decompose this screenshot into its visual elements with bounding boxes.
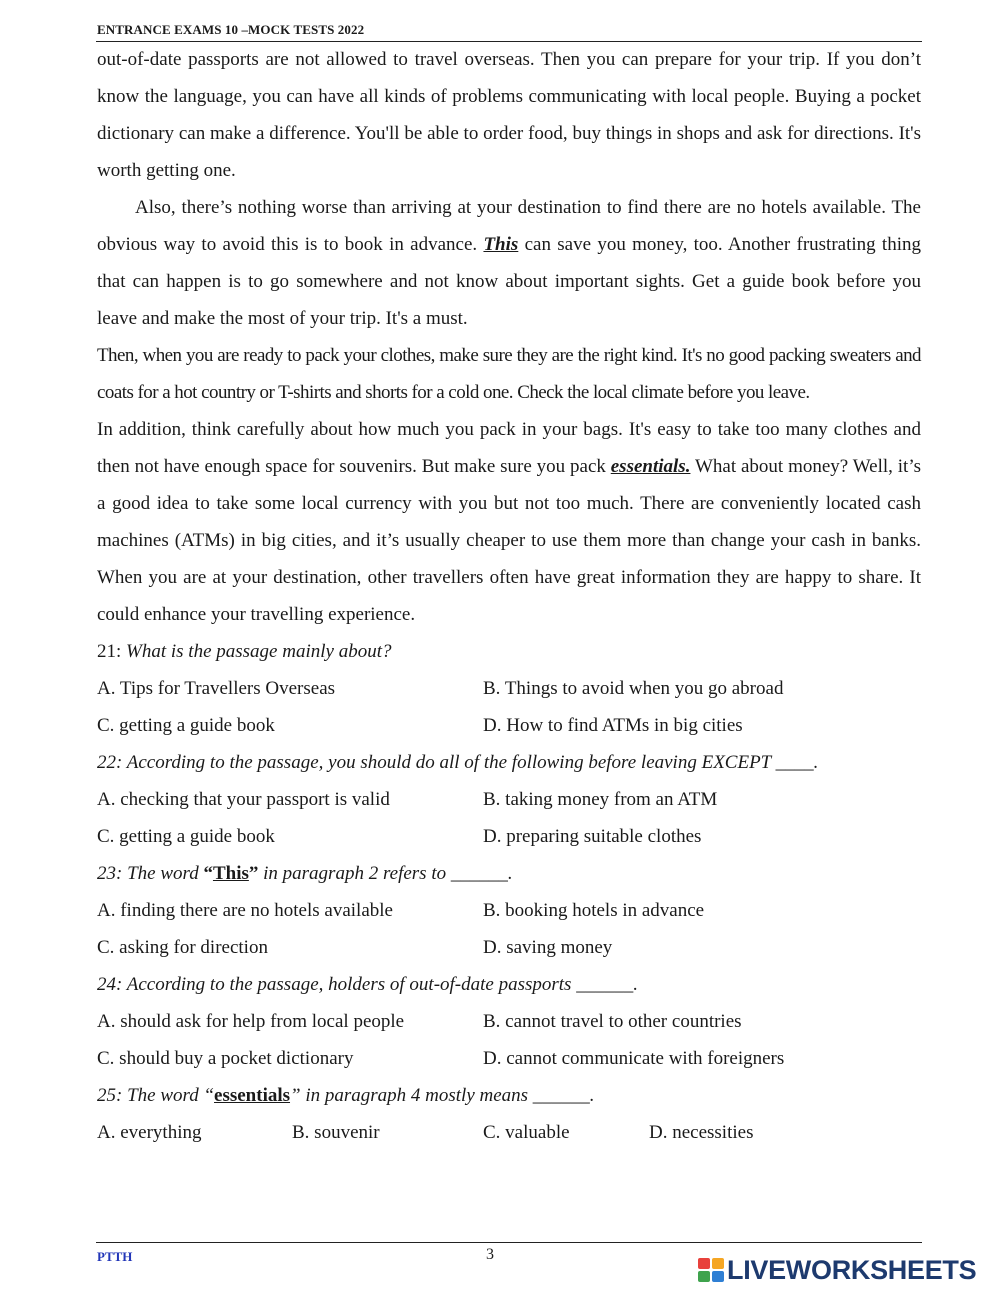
question-21-number: 21: (97, 641, 127, 662)
page-number: 3 (486, 1246, 494, 1263)
passage-paragraph-3: Then, when you are ready to pack your clothes, make sure they are the right kind. It's no good packing sweaters and coats for a hot country or T-shirts and shorts for a cold one. Check the local climate before you leave. (97, 345, 921, 403)
question-24-options-row-1 (97, 1003, 921, 1040)
question-22-options-row-1 (97, 781, 921, 818)
question-25-text-after: ” in paragraph 4 mostly means ______. (290, 1085, 595, 1106)
question-24-option-d[interactable]: D. cannot communicate with foreigners (483, 1048, 785, 1069)
question-21-option-c[interactable]: C. getting a guide book (97, 715, 275, 736)
question-24: 24: According to the passage, holders of out-of-date passports ______. (97, 974, 638, 995)
question-25-options-row (97, 1114, 921, 1151)
question-24-option-b[interactable]: B. cannot travel to other countries (483, 1011, 742, 1032)
question-23-text-before: 23: The word (97, 863, 204, 884)
question-25-keyword: essentials (214, 1085, 291, 1106)
question-22-option-c[interactable]: C. getting a guide book (97, 826, 275, 847)
question-21-option-b[interactable]: B. Things to avoid when you go abroad (483, 678, 784, 699)
question-22-option-a[interactable]: A. checking that your passport is valid (97, 789, 390, 810)
passage-p4-text-before: In addition, think carefully about how much you pack in your bags. It's easy to take too many clothes and then not have enough space for souvenirs. But make sure you pack (97, 419, 921, 477)
passage-paragraph-4 (97, 411, 921, 633)
question-25-option-d[interactable]: D. necessities (649, 1122, 754, 1143)
question-24-option-a[interactable]: A. should ask for help from local people (97, 1011, 405, 1032)
question-25-option-c[interactable]: C. valuable (483, 1122, 570, 1143)
question-23-option-a[interactable]: A. finding there are no hotels available (97, 900, 393, 921)
question-22: 22: According to the passage, you should do all of the following before leaving EXCEPT ____. (97, 752, 819, 773)
question-23-option-c[interactable]: C. asking for direction (97, 937, 268, 958)
question-23-text-after: in paragraph 2 refers to ______. (258, 863, 513, 884)
liveworksheets-blocks-icon (698, 1258, 724, 1282)
question-22-options-row-2 (97, 818, 921, 855)
question-22-option-d[interactable]: D. preparing suitable clothes (483, 826, 702, 847)
highlighted-word-essentials: essentials. (610, 456, 691, 477)
brand-block-1 (698, 1258, 710, 1269)
header-title: ENTRANCE EXAMS 10 –MOCK TESTS 2022 (97, 22, 365, 37)
question-23-options-row-2 (97, 929, 921, 966)
question-25-text-before: 25: The word “ (97, 1085, 215, 1106)
question-23-key: This (212, 863, 249, 884)
question-23-option-b[interactable]: B. booking hotels in advance (483, 900, 705, 921)
brand-block-2 (712, 1258, 724, 1269)
question-25-option-b[interactable]: B. souvenir (292, 1122, 380, 1143)
passage-paragraph-2 (97, 189, 921, 337)
question-21-option-d[interactable]: D. How to find ATMs in big cities (483, 715, 743, 736)
question-22-option-b[interactable]: B. taking money from an ATM (483, 789, 718, 810)
question-21-options-row-2 (97, 707, 921, 744)
question-24-option-c[interactable]: C. should buy a pocket dictionary (97, 1048, 354, 1069)
brand-block-4 (712, 1271, 724, 1282)
question-23-open-quote: “ (203, 863, 213, 884)
footer-divider (96, 1242, 922, 1243)
question-21 (97, 633, 921, 670)
question-25-option-a[interactable]: A. everything (97, 1122, 202, 1143)
brand-block-3 (698, 1271, 710, 1282)
liveworksheets-wordmark: LIVEWORKSHEETS (727, 1254, 977, 1285)
question-21-options-row-1 (97, 670, 921, 707)
passage-p2-text-before: Also, there’s nothing worse than arriving at your destination to find there are no hotels available. The obvious way to avoid this is to book in advance. (97, 197, 921, 255)
highlighted-word-this: This (483, 234, 519, 255)
question-21-text: What is the passage mainly about? (126, 641, 392, 662)
document-body (97, 41, 921, 1151)
question-23-keyword (203, 863, 258, 884)
question-23-option-d[interactable]: D. saving money (483, 937, 613, 958)
question-24-options-row-2 (97, 1040, 921, 1077)
liveworksheets-logo[interactable] (698, 1255, 976, 1285)
passage-p4-text-after: What about money? Well, it’s a good idea to take some local currency with you but not too much. There are conveniently located cash machines (ATMs) in big cities, and it’s usually cheaper to use them more than change your cash in banks. When you are at your destination, other travellers often have great information they are happy to share. It could enhance your travelling experience. (97, 456, 921, 625)
question-23 (97, 855, 921, 892)
passage-p2-text-after: can save you money, too. Another frustrating thing that can happen is to go somewhere and not know about important sights. Get a guide book before you leave and make the most of your trip. It's a must. (97, 234, 921, 329)
question-23-close-quote: ” (248, 863, 259, 884)
question-23-options-row-1 (97, 892, 921, 929)
passage-paragraph-1: out-of-date passports are not allowed to travel overseas. Then you can prepare for your trip. If you don’t know the language, you can have all kinds of problems communicating with local people. Buying a pocket dictionary can make a difference. You'll be able to order food, buy things in shops and ask for directions. It's worth getting one. (97, 49, 921, 181)
question-25 (97, 1077, 921, 1114)
footer-school-label: PTTH (97, 1249, 133, 1264)
question-21-option-a[interactable]: A. Tips for Travellers Overseas (97, 678, 336, 699)
